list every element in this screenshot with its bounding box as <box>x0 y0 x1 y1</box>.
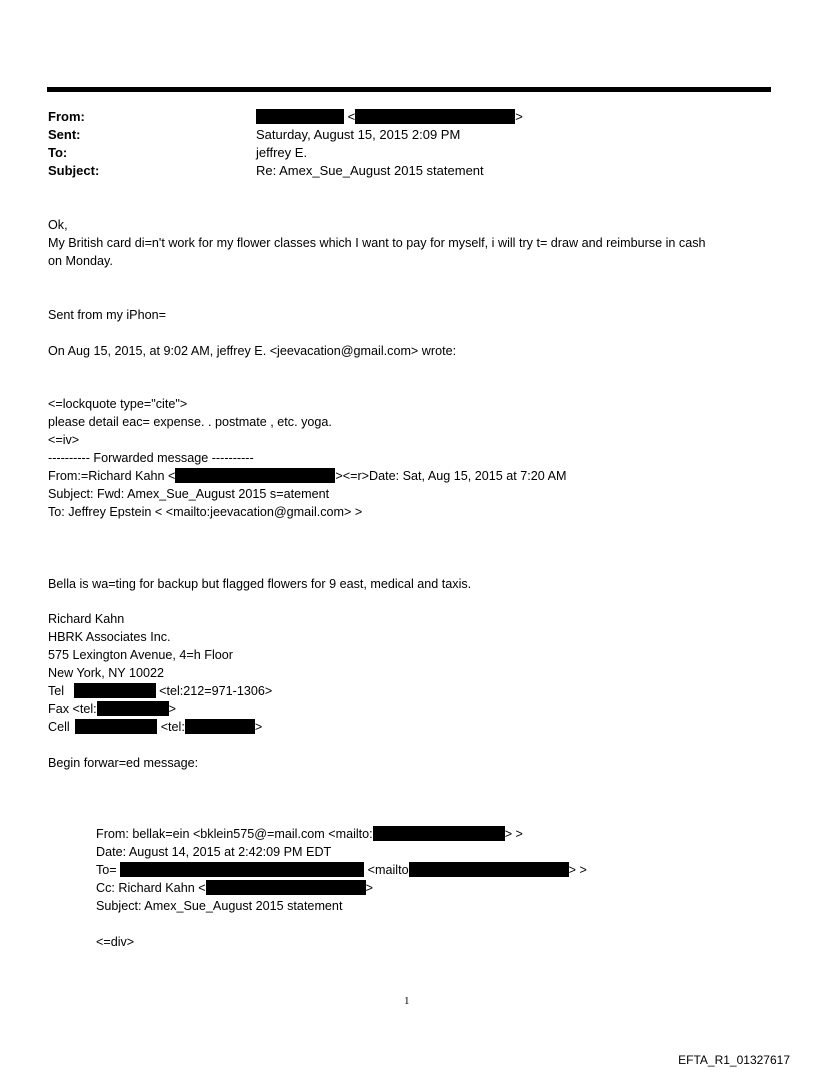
cell-mid: <tel: <box>160 720 185 734</box>
subject-label: Subject: <box>48 163 100 178</box>
redaction-box <box>75 719 157 734</box>
body-paragraph-line: on Monday. <box>48 254 113 268</box>
inner-date: Date: August 14, 2015 at 2:42:09 PM EDT <box>96 845 332 859</box>
forwarded-from-prefix: From:=Richard Kahn < <box>48 469 176 483</box>
forwarded-from-line <box>48 467 566 485</box>
inner-subject: Subject: Amex_Sue_August 2015 statement <box>96 899 343 913</box>
sent-label: Sent: <box>48 127 81 142</box>
greeting: Ok, <box>48 218 68 232</box>
forwarded-from-suffix: ><=r>Date: Sat, Aug 15, 2015 at 7:20 AM <box>335 469 567 483</box>
inner-to-suffix: > > <box>568 863 587 877</box>
cell-suffix: > <box>254 720 263 734</box>
redaction-box <box>256 109 344 124</box>
begin-forwarded: Begin forwar=ed message: <box>48 756 199 770</box>
div-close-tag: <=iv> <box>48 433 80 447</box>
signature-fax <box>48 700 176 718</box>
inner-from-prefix: From: bellak=ein <bklein575@=mail.com <mailto: <box>96 827 373 841</box>
redaction-box <box>74 683 156 698</box>
forwarded-divider: ---------- Forwarded message ---------- <box>48 451 254 465</box>
redaction-box <box>206 880 366 895</box>
redaction-box <box>185 719 255 734</box>
inner-to-line <box>96 861 587 879</box>
from-lt: < <box>347 109 356 124</box>
forwarded-to: To: Jeffrey Epstein < <mailto:jeevacation@gmail.com> > <box>48 505 363 519</box>
signature-tel <box>48 682 272 700</box>
forwarded-subject: Subject: Fwd: Amex_Sue_August 2015 s=atement <box>48 487 330 501</box>
inner-cc-line <box>96 879 373 897</box>
inner-cc-prefix: Cc: Richard Kahn < <box>96 881 206 895</box>
inner-to-prefix: To= <box>96 863 117 877</box>
header-rule <box>47 87 771 92</box>
inner-from-line <box>96 825 523 843</box>
bella-line: Bella is wa=ting for backup but flagged flowers for 9 east, medical and taxis. <box>48 577 472 591</box>
redaction-box <box>355 109 515 124</box>
subject-value: Re: Amex_Sue_August 2015 statement <box>256 163 484 178</box>
signature-name: Richard Kahn <box>48 612 125 626</box>
signature-address-1: 575 Lexington Avenue, 4=h Floor <box>48 648 233 662</box>
fax-prefix: Fax <tel: <box>48 702 97 716</box>
from-gt: > <box>515 109 523 124</box>
sent-value: Saturday, August 15, 2015 2:09 PM <box>256 127 461 142</box>
redaction-box <box>373 826 505 841</box>
cell-label: Cell <box>48 720 70 734</box>
inner-from-suffix: > > <box>504 827 523 841</box>
inner-div-tag: <=div> <box>96 935 135 949</box>
inner-to-mid: <mailto <box>367 863 409 877</box>
signature-cell <box>48 718 262 736</box>
body-paragraph-line: My British card di=n't work for my flower classes which I want to pay for myself, i will try t= draw and reimburse in cash <box>48 236 706 250</box>
tel-value: <tel:212=971-1306> <box>159 684 273 698</box>
tel-label: Tel <box>48 684 65 698</box>
redaction-box <box>409 862 569 877</box>
inner-cc-suffix: > <box>365 881 373 895</box>
signature-address-2: New York, NY 10022 <box>48 666 164 680</box>
blockquote-tag: <=lockquote type="cite"> <box>48 397 188 411</box>
redaction-box <box>175 468 335 483</box>
mobile-signature: Sent from my iPhon= <box>48 308 166 322</box>
fax-suffix: > <box>168 702 177 716</box>
quote-intro: On Aug 15, 2015, at 9:02 AM, jeffrey E. <jeevacation@gmail.com> wrote: <box>48 344 457 358</box>
to-value: jeffrey E. <box>256 145 308 160</box>
to-label: To: <box>48 145 68 160</box>
signature-company: HBRK Associates Inc. <box>48 630 171 644</box>
from-value <box>256 108 523 126</box>
from-label: From: <box>48 109 85 124</box>
document-id: EFTA_R1_01327617 <box>678 1053 790 1067</box>
redaction-box <box>120 862 364 877</box>
redaction-box <box>97 701 169 716</box>
detail-line: please detail eac= expense. . postmate , etc. yoga. <box>48 415 332 429</box>
page-number: 1 <box>404 995 410 1007</box>
